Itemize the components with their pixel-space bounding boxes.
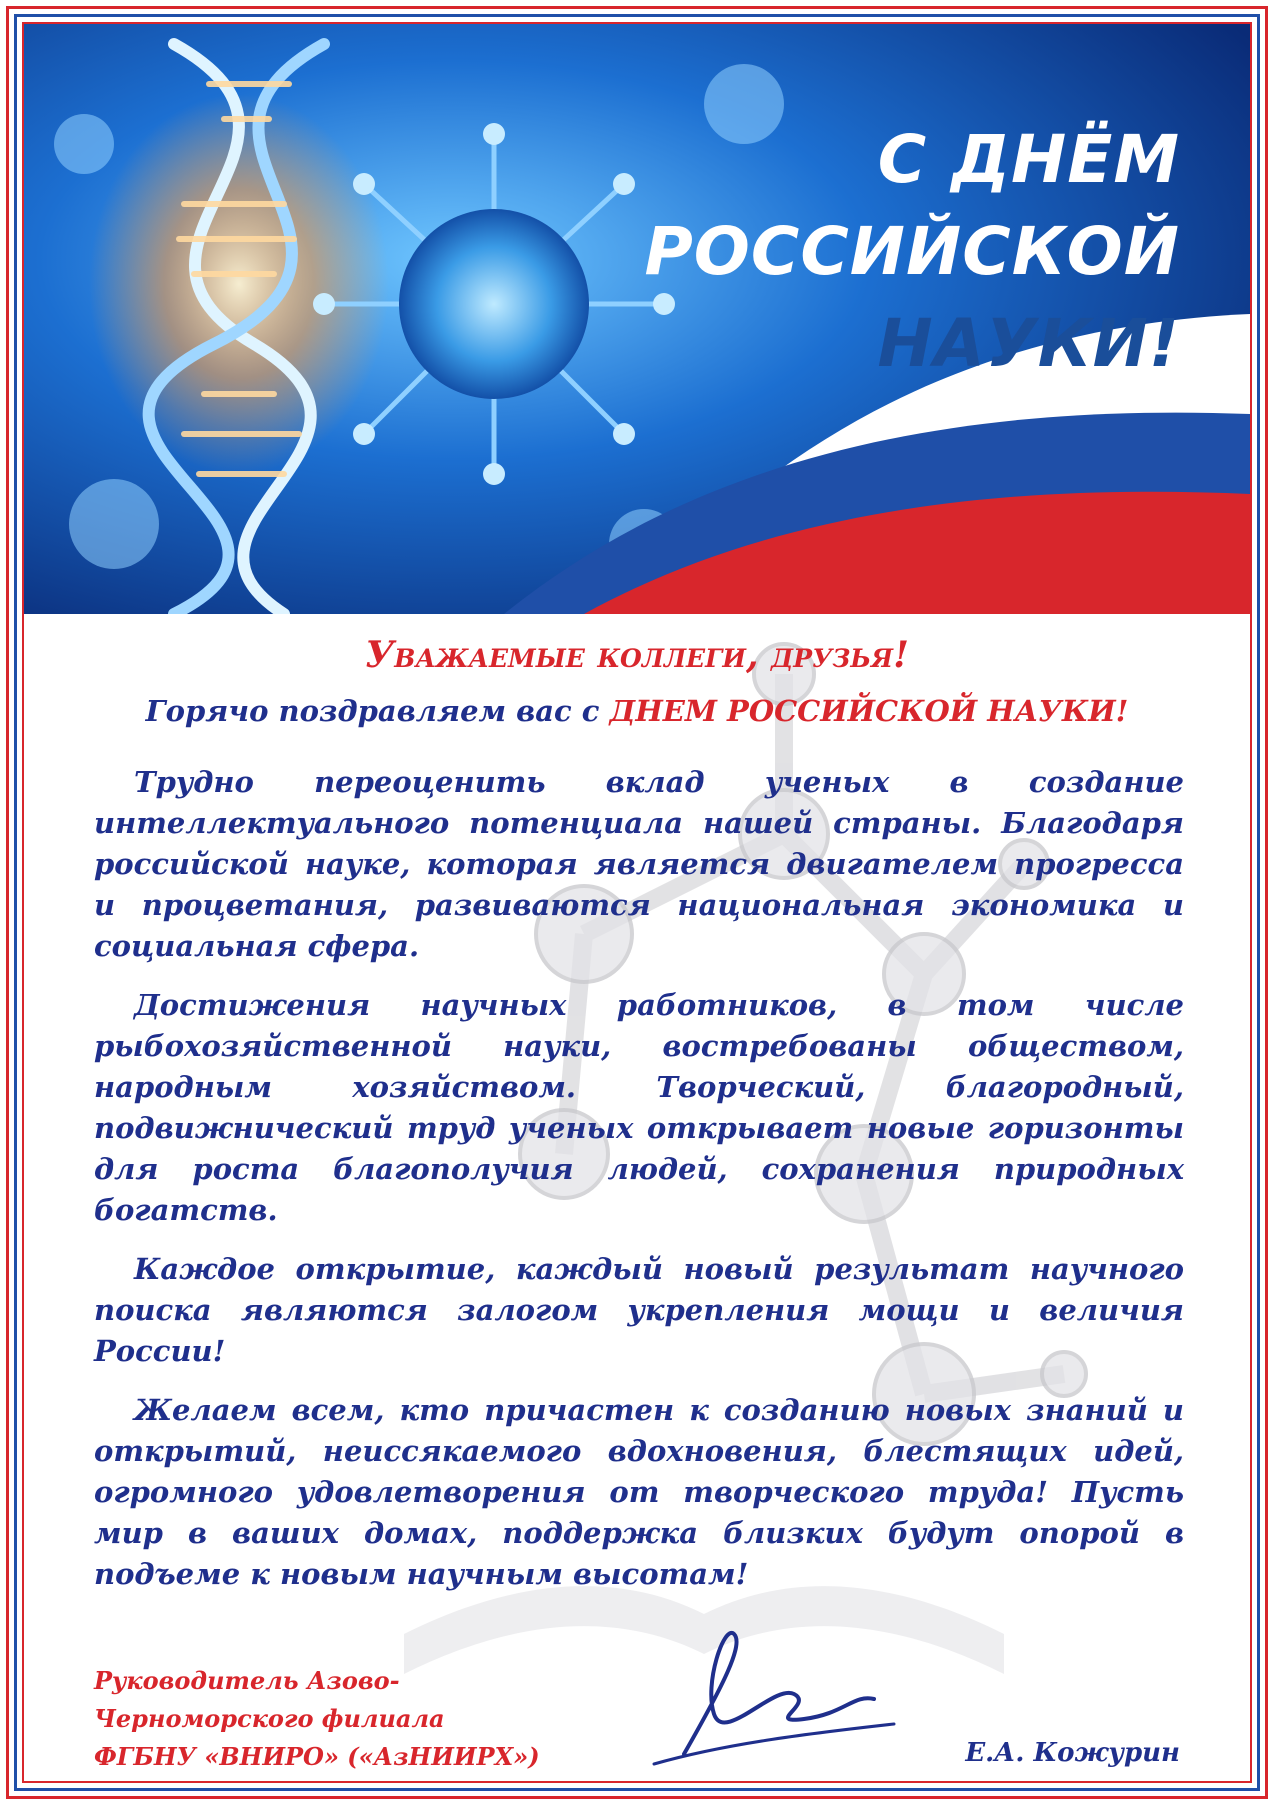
paragraph: Желаем всем, кто причастен к созданию новых знаний и открытий, неиссякаемого вдохновения, блестящих идей, огромного удовлетворения от творческого труда! Пусть мир в ваших домах, поддержка близких будут опорой в подъеме к новым научным высотам! [94,1393,1184,1591]
letter-lead [24,694,1250,728]
lead-text: Горячо поздравляем вас с [145,694,610,728]
paragraph: Каждое открытие, каждый новый результат научного поиска являются залогом укрепления мощи и величия России! [94,1252,1184,1368]
handwritten-signature [644,1624,904,1774]
signatory-name: Е.А. Кожурин [965,1738,1180,1768]
lead-highlight: ДНЕМ РОССИЙСКОЙ НАУКИ! [609,694,1129,728]
header-banner [24,24,1250,614]
signatory-role [94,1662,540,1776]
role-line: Черноморского филиала [94,1704,445,1733]
letter-body [24,614,1250,1783]
role-line: Руководитель Азово- [94,1666,400,1695]
role-line: ФГБНУ «ВНИРО» («АзНИИРХ») [94,1742,540,1771]
letter-paragraphs [94,762,1184,1613]
title-line-1: С ДНЁМ [877,121,1180,198]
letter-sheet [22,22,1252,1783]
paragraph: Достижения научных работников, в том числе рыбохозяйственной науки, востребованы обществом, народным хозяйством. Творческий, благородный, подвижнический труд ученых открывает новые горизонты для роста благополучия людей, сохранения природных богатств. [94,988,1184,1227]
title-line-3: НАУКИ! [877,305,1180,382]
paragraph: Трудно переоценить вклад ученых в создание интеллектуального потенциала нашей страны. Благодаря российской науке, которая является двигателем прогресса и процветания, развиваются национальная экономика и социальная сфера. [94,765,1184,963]
page-title [644,114,1180,390]
virus-cell-icon [313,123,675,485]
title-line-2: РОССИЙСКОЙ [644,213,1180,290]
letter-greeting: Уважаемые коллеги, друзья! [365,634,909,676]
